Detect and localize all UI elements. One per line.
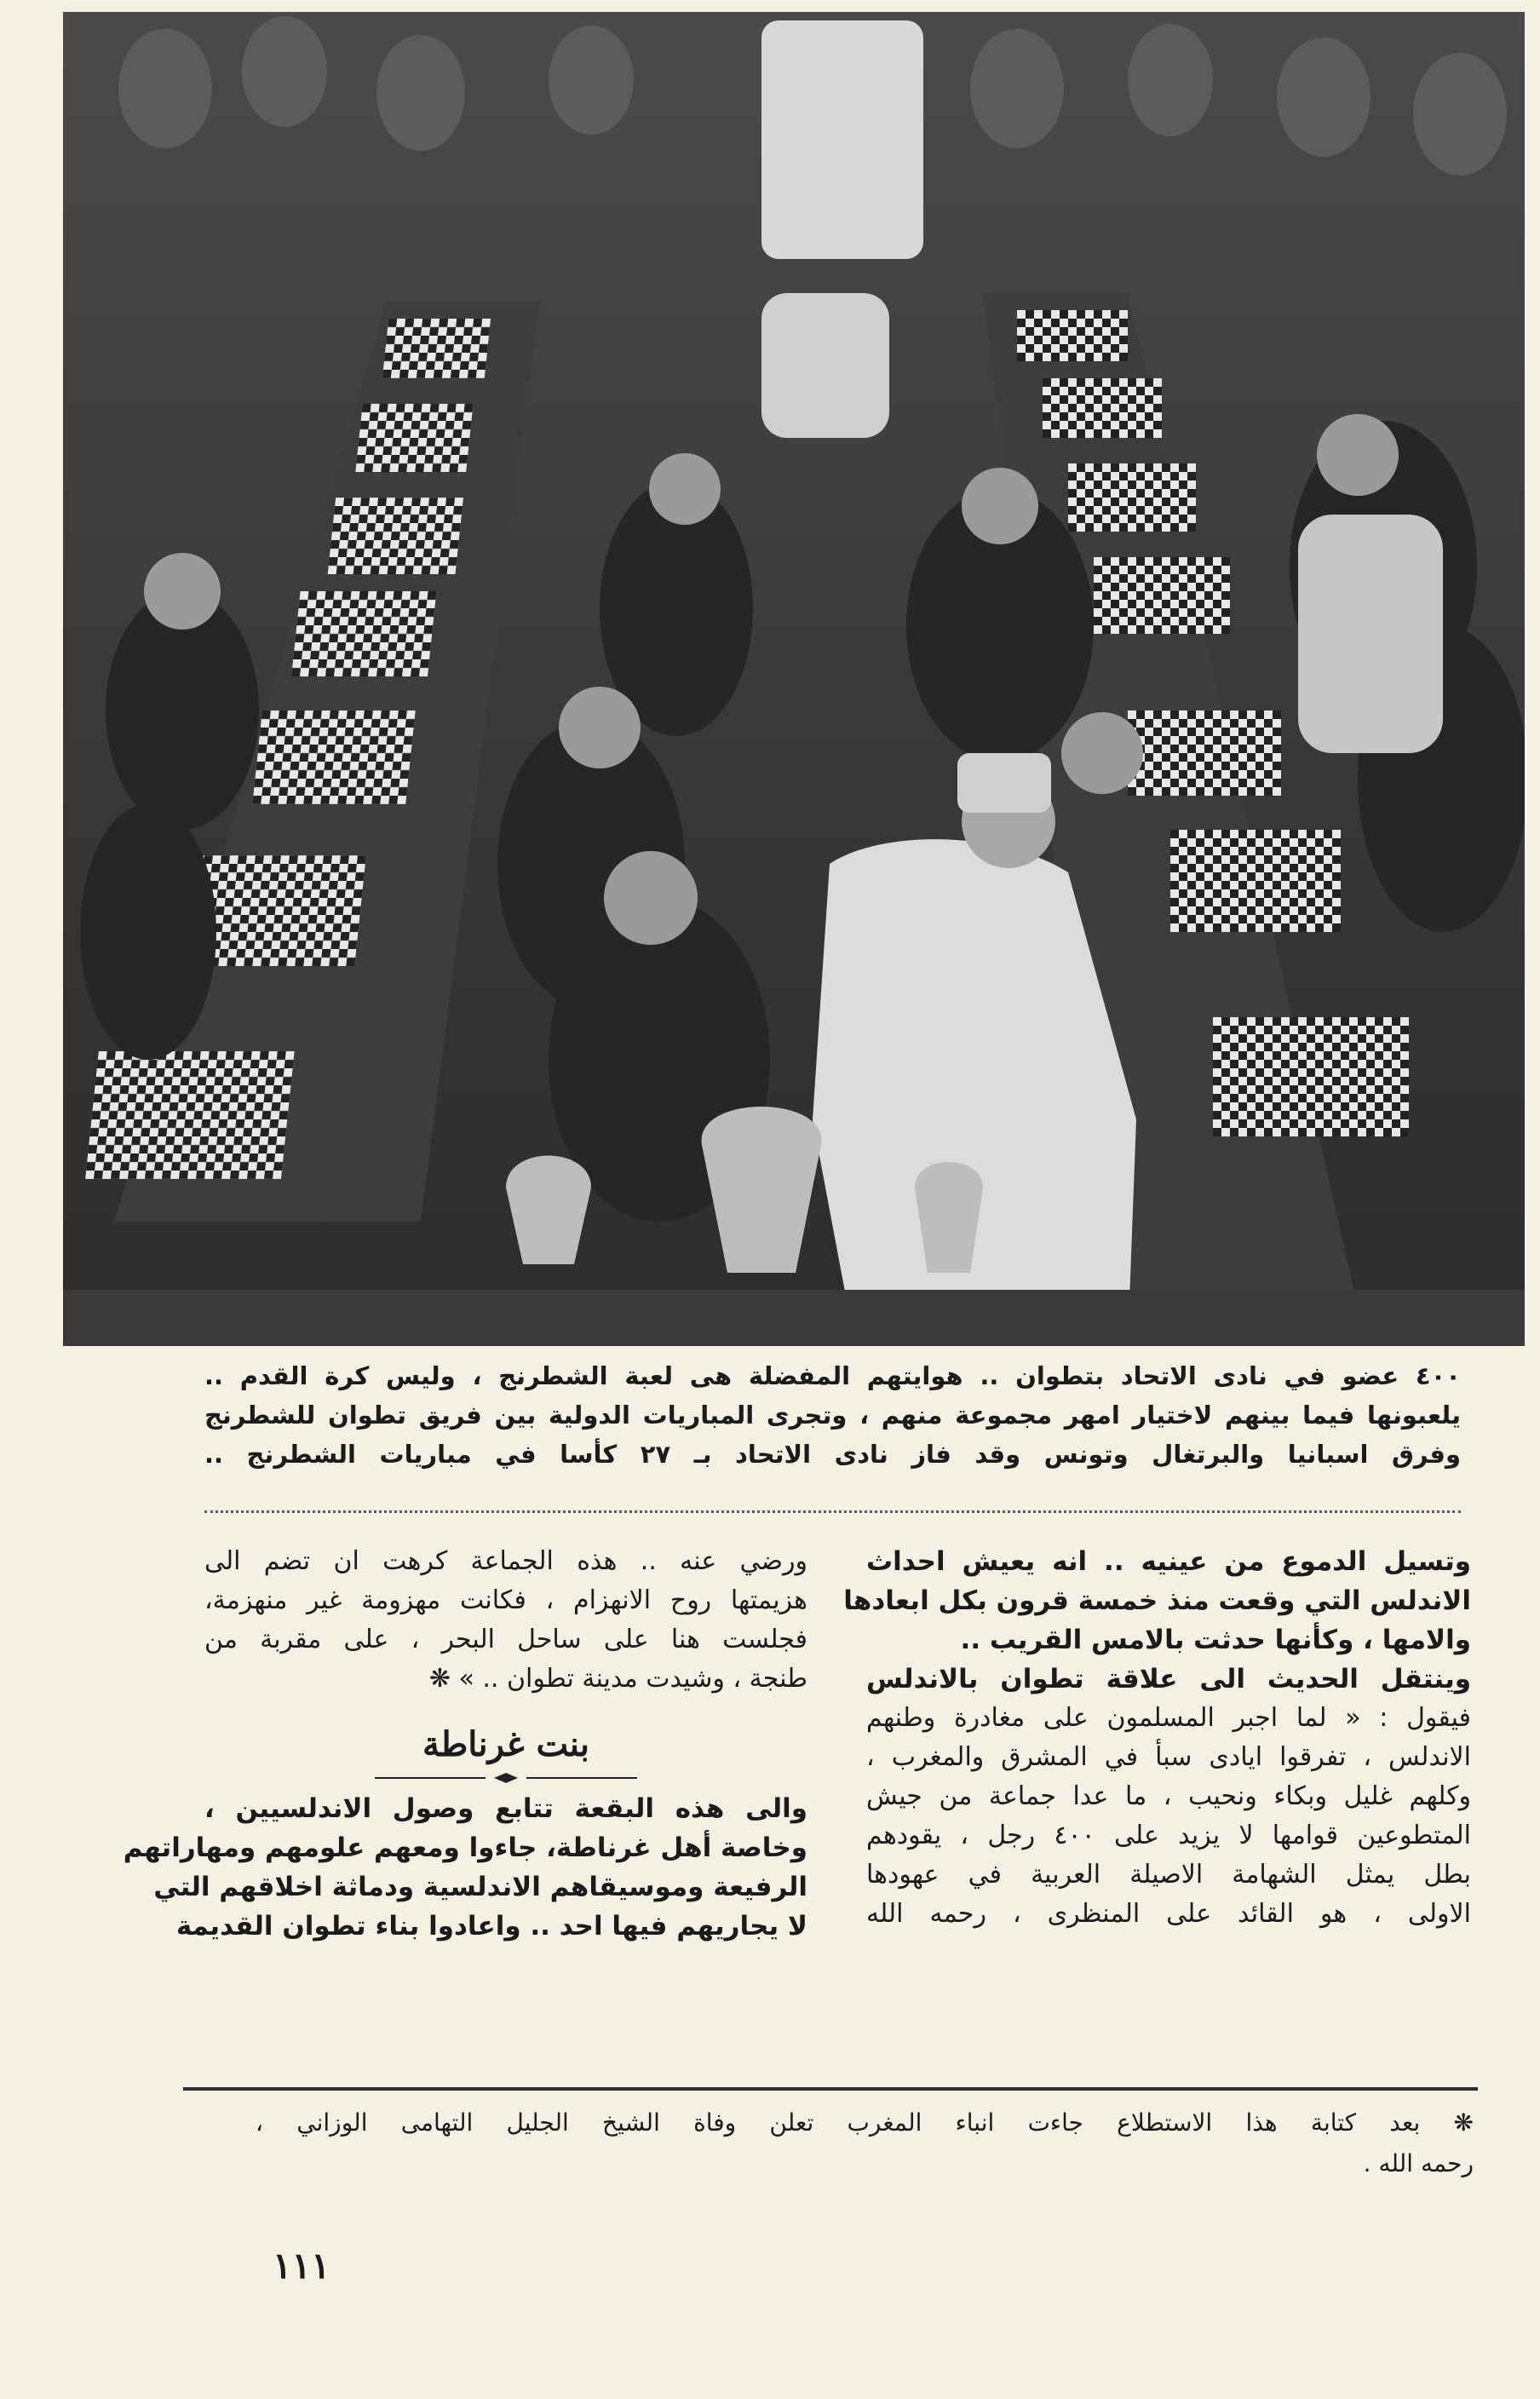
paragraph-line: وينتقل الحديث الى علاقة تطوان بالاندلس	[866, 1664, 1471, 1694]
paragraph-line: الرفيعة وموسيقاهم الاندلسية ودماثة اخلاقهم التي	[153, 1872, 807, 1902]
paragraph-line: فجلست هنا على ساحل البحر ، على مقربة من	[204, 1625, 807, 1654]
paragraph-line: المتطوعين قوامها لا يزيد على ٤٠٠ رجل ، يقودهم	[866, 1821, 1471, 1850]
section-heading: بنت غرناطة	[422, 1724, 589, 1764]
paragraph-line: والامها ، وكأنها حدثت بالامس القريب ..	[960, 1625, 1471, 1655]
caption-line: ٤٠٠ عضو في نادى الاتحاد بتطوان .. هوايتهم المفضلة هى لعبة الشطرنج ، وليس كرة القدم ..	[204, 1361, 1461, 1390]
paragraph-line: هزيمتها روح الانهزام ، فكانت مهزومة غير منهزمة،	[204, 1585, 807, 1615]
paragraph-line: الاندلس التي وقعت منذ خمسة قرون بكل ابعادها	[843, 1585, 1471, 1616]
caption-line: يلعبونها فيما بينهم لاختيار امهر مجموعة منهم ، وتجرى المباريات الدولية بين فريق تطوان للشطرنج	[204, 1401, 1461, 1430]
paragraph-line: والى هذه البقعة تتابع وصول الاندلسيين ،	[204, 1793, 807, 1824]
paragraph-line: فيقول : « لما اجبر المسلمون على مغادرة وطنهم	[866, 1703, 1471, 1733]
heading-ornament	[375, 1772, 637, 1784]
photo-illustration	[63, 12, 1525, 1346]
page-number: ١١١	[273, 2245, 330, 2287]
paragraph-line: الاولى ، هو القائد على المنظرى ، رحمه الله	[866, 1899, 1471, 1929]
paragraph-line: وتسيل الدموع من عينيه .. انه يعيش احداث	[866, 1546, 1471, 1577]
footnote	[256, 2103, 1474, 2184]
paragraph-line: وكلهم غليل وبكاء ونحيب ، ما عدا جماعة من جيش	[866, 1781, 1471, 1811]
paragraph-line: ورضي عنه .. هذه الجماعة كرهت ان تضم الى	[204, 1546, 807, 1576]
photo-caption	[204, 1356, 1461, 1474]
text-column-left	[204, 1542, 807, 1699]
footnote-line: ❋ بعد كتابة هذا الاستطلاع جاءت انباء المغرب تعلن وفاة الشيخ الجليل التهامى الوزاني ،	[256, 2108, 1474, 2137]
text-column-left-continued	[123, 1789, 807, 1946]
paragraph-line: وخاصة أهل غرناطة، جاءوا ومعهم علومهم ومهاراتهم	[123, 1832, 807, 1863]
footnote-rule	[183, 2087, 1478, 2091]
paragraph-line: بطل يمثل الشهامة الاصيلة العربية في عهودها	[866, 1860, 1471, 1890]
paragraph-line: الاندلس ، تفرقوا ايادى سبأ في المشرق والمغرب ،	[866, 1742, 1471, 1772]
chess-tournament-photo	[63, 12, 1525, 1346]
dotted-separator	[204, 1510, 1461, 1513]
paragraph-line: طنجة ، وشيدت مدينة تطوان .. » ❋	[428, 1664, 807, 1694]
paragraph-line: لا يجاريهم فيها احد .. واعادوا بناء تطوان القديمة	[175, 1911, 807, 1942]
caption-line: وفرق اسبانيا والبرتغال وتونس وقد فاز نادى الاتحاد بـ ٢٧ كأسا في مباريات الشطرنج ..	[204, 1440, 1461, 1469]
footnote-line: رحمه الله .	[1363, 2149, 1474, 2178]
text-column-right	[843, 1542, 1471, 1934]
